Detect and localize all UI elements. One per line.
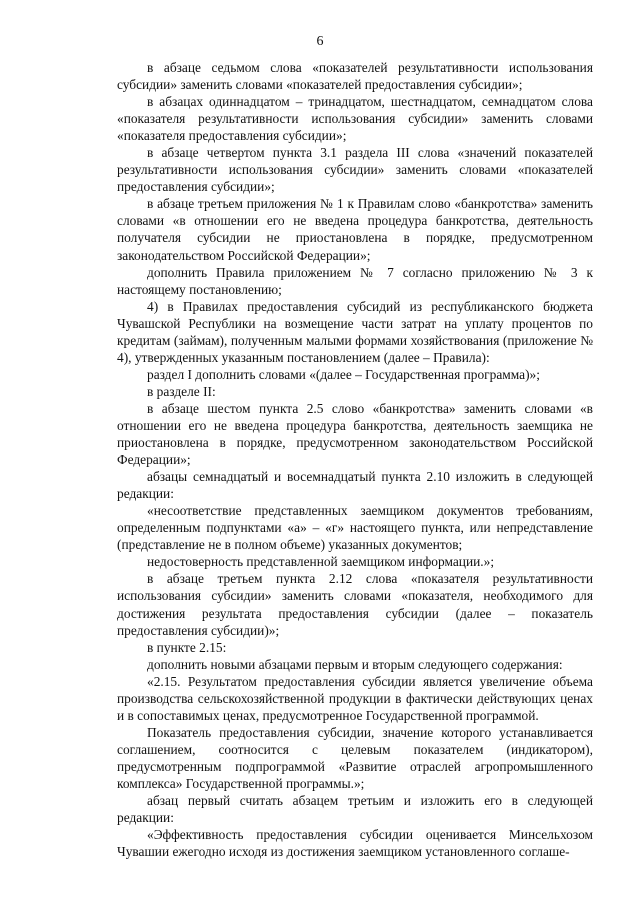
paragraph: Показатель предоставления субсидии, значение которого устанавливается соглашением, соотносится с целевым показателем (индикатором), предусмотренным подпрограммой «Развитие отраслей агропромышленного комплекса» Государственной программы.»;	[117, 724, 593, 791]
paragraph: в абзаце четвертом пункта 3.1 раздела III слова «значений показателей результативности использования субсидии» заменить словами «показателей предоставления субсидии»;	[117, 145, 593, 195]
paragraph: в абзаце третьем пункта 2.12 слова «показателя результативности использования субсидии» заменить словами «показателя, необходимого для достижения результата предоставления субсидии (далее – показатель предоставления субсидии)»;	[117, 571, 593, 638]
paragraph: в пункте 2.15:	[147, 639, 227, 655]
paragraph: абзацы семнадцатый и восемнадцатый пункта 2.10 изложить в следующей редакции:	[117, 469, 593, 502]
paragraph: «Эффективность предоставления субсидии оценивается Минсельхозом Чувашии ежегодно исходя из достижения заемщиком установленного соглаше-	[117, 827, 593, 860]
page-number: 6	[316, 34, 324, 49]
paragraph: абзац первый считать абзацем третьим и изложить его в следующей редакции:	[117, 793, 593, 826]
paragraph: недостоверность представленной заемщиком информации.»;	[147, 554, 495, 570]
paragraph: в разделе II:	[147, 383, 216, 399]
paragraph: в абзацах одиннадцатом – тринадцатом, шестнадцатом, семнадцатом слова «показателя результативности использования субсидии» заменить словами «показателя предоставления субсидии»;	[117, 94, 593, 144]
paragraph: раздел I дополнить словами «(далее – Государственная программа)»;	[147, 366, 540, 382]
paragraph: в абзаце шестом пункта 2.5 слово «банкротства» заменить словами «в отношении его не введена процедура банкротства, деятельность заемщика не приостановлена в порядке, предусмотренном законодательством Российской Федерации»;	[117, 400, 593, 468]
document-body	[117, 59, 593, 860]
paragraph: 4) в Правилах предоставления субсидий из республиканского бюджета Чувашской Республики на возмещение части затрат на уплату процентов по кредитам (займам), полученным малыми формами хозяйствования (приложение № 4), утвержденных указанным постановлением (далее – Правила):	[117, 298, 593, 365]
paragraph: дополнить Правила приложением № 7 согласно приложению № 3 к настоящему постановлению;	[117, 264, 593, 297]
paragraph: в абзаце третьем приложения № 1 к Правилам слово «банкротства» заменить словами «в отношении его не введена процедура банкротства, деятельность получателя субсидии не приостановлена в порядке, предусмотренном законодательством Российской Федерации»;	[117, 196, 593, 263]
paragraph: «несоответствие представленных заемщиком документов требованиям, определенным подпунктами «а» – «г» настоящего пункта, или непредставление (представление не в полном объеме) указанных документов;	[117, 503, 593, 553]
paragraph: дополнить новыми абзацами первым и вторым следующего содержания:	[147, 656, 563, 672]
paragraph: «2.15. Результатом предоставления субсидии является увеличение объема производства сельскохозяйственной продукции в фактически действующих ценах и в сопоставимых ценах, предусмотренное Государственной программой.	[117, 673, 593, 723]
paragraph: в абзаце седьмом слова «показателей результативности использования субсидии» заменить словами «показателей предоставления субсидии»;	[117, 60, 593, 93]
